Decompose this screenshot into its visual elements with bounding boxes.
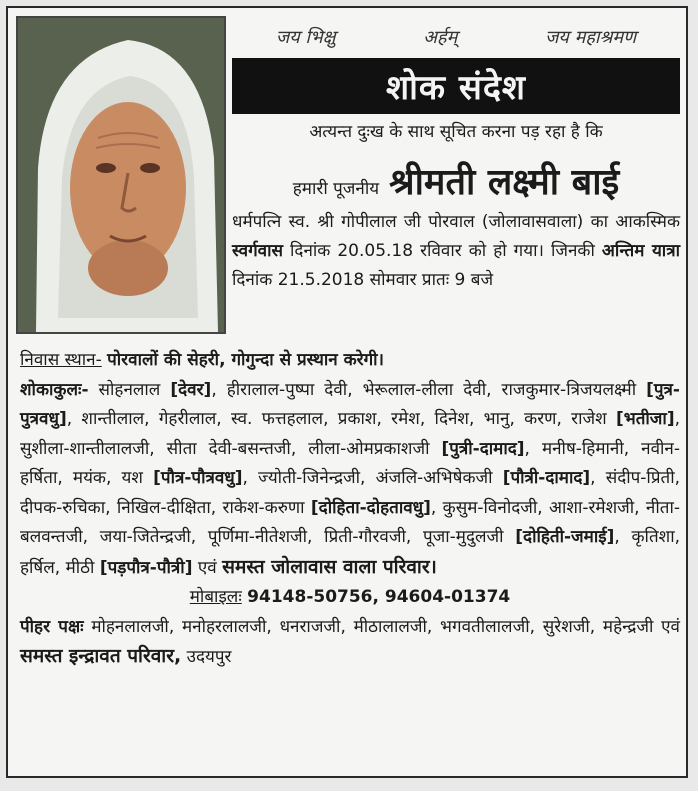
mobile-label: मोबाइलः (189, 587, 242, 607)
announcement-bold-1: स्वर्गवास (232, 241, 283, 261)
relation-tag: [पौत्री-दामाद] (502, 468, 591, 488)
mourners-text (20, 380, 680, 578)
maternal-label: पीहर पक्षः (20, 616, 84, 637)
intro-line: अत्यन्त दुःख के साथ सूचित करना पड़ रहा है कि (309, 122, 603, 142)
header-blessings (232, 16, 680, 58)
name-prefix: हमारी पूजनीय (292, 179, 380, 199)
mourners-segment: , संदीप-प्रिती, दीपक-रुचिका, निखिल-दीक्षिता, राकेश-करुणा (20, 468, 681, 518)
mourners-segment: , हीरालाल-पुष्पा देवी, भेरूलाल-लीला देवी, राजकुमार-त्रिजयलक्ष्मी (211, 379, 647, 400)
relation-tag: [पुत्री-दामाद] (441, 438, 525, 459)
mourners-segment: एवं (192, 557, 223, 578)
residence-text: पोरवालों की सेहरी, गोगुन्दा से प्रस्थान करेगी। (107, 350, 385, 370)
residence-label: निवास स्थान- (20, 350, 102, 370)
notice-body (20, 346, 680, 673)
header-left: जय भिक्षु (275, 27, 336, 48)
relation-tag: [देवर] (170, 379, 212, 400)
residence-line (20, 346, 680, 376)
relation-tag: [दोहिती-जमाई] (515, 527, 615, 547)
announcement-text (232, 208, 680, 295)
deceased-name-line (232, 156, 680, 204)
mourners-segment: , सुशीला-शान्तीलालजी, सीता देवी-बसन्तजी, लीला-ओमप्रकाशजी (20, 409, 680, 459)
portrait-illustration (18, 18, 224, 332)
maternal-place: उदयपुर (186, 647, 232, 667)
mourners-segment: , शान्तीलाल, गेहरीलाल, स्व. फत्तहलाल, प्रकाश, रमेश, दिनेश, भानु, करण, राजेश (66, 409, 616, 429)
mourners-segment: , ज्योती-जिनेन्द्रजी, अंजलि-अभिषेकजी (242, 468, 503, 488)
header-center: अर्हम् (423, 27, 458, 48)
notice-title: शोक संदेश (232, 58, 680, 114)
relation-tag: [पुत्र-पुत्रवधु] (20, 379, 680, 429)
announcement-part-2: दिनांक 20.05.18 रविवार को हो गया। जिनकी (290, 241, 595, 261)
relation-tag: [दोहिता-दोहतावधु] (310, 497, 431, 518)
maternal-text: मोहनलालजी, मनोहरलालजी, धनराजजी, मीठालालजी, भगवतीलालजी, सुरेशजी, महेन्द्रजी एवं (91, 616, 680, 637)
mourners-segment: , कुसुम-विनोदजी, आशा-रमेशजी, नीता-बलवन्तजी, जया-जितेन्द्रजी, पूर्णिमा-नीतेशजी, प्रिती-गौरवजी, पूजा-मुदुलजी (20, 497, 680, 547)
portrait-photo (16, 16, 226, 334)
mourners-paragraph (20, 376, 680, 584)
mourners-closing: समस्त जोलावास वाला परिवार। (222, 555, 437, 578)
mourners-segment: , कृतिशा, हर्षिल, मीठी (20, 527, 681, 578)
relation-tag: [पड़पौत्र-पौत्री] (99, 557, 193, 578)
header-right: जय महाश्रमण (545, 27, 637, 48)
mourners-segment: सोहनलाल (98, 379, 171, 400)
mobile-line (20, 583, 680, 613)
mourners-label: शोकाकुलः- (20, 379, 89, 400)
maternal-paragraph (20, 613, 680, 673)
announcement-bold-2: अन्तिम यात्रा (601, 241, 680, 261)
mobile-numbers: 94148-50756, 94604-01374 (247, 587, 511, 607)
announcement-part-3: दिनांक 21.5.2018 सोमवार प्रातः 9 बजे (232, 270, 494, 290)
mourners-segment: , मनीष-हिमानी, नवीन-हर्षिता, मयंक, यश (20, 438, 680, 488)
relation-tag: [भतीजा] (615, 409, 675, 429)
deceased-name: श्रीमती लक्ष्मी बाई (389, 162, 620, 203)
obituary-notice (6, 6, 688, 778)
relation-tag: [पौत्र-पौत्रवधु] (153, 468, 243, 488)
announcement-part-1: धर्मपत्नि स्व. श्री गोपीलाल जी पोरवाल (जोलावासवाला) का आकस्मिक (232, 212, 680, 232)
maternal-closing: समस्त इन्द्रावत परिवार, (20, 645, 182, 667)
